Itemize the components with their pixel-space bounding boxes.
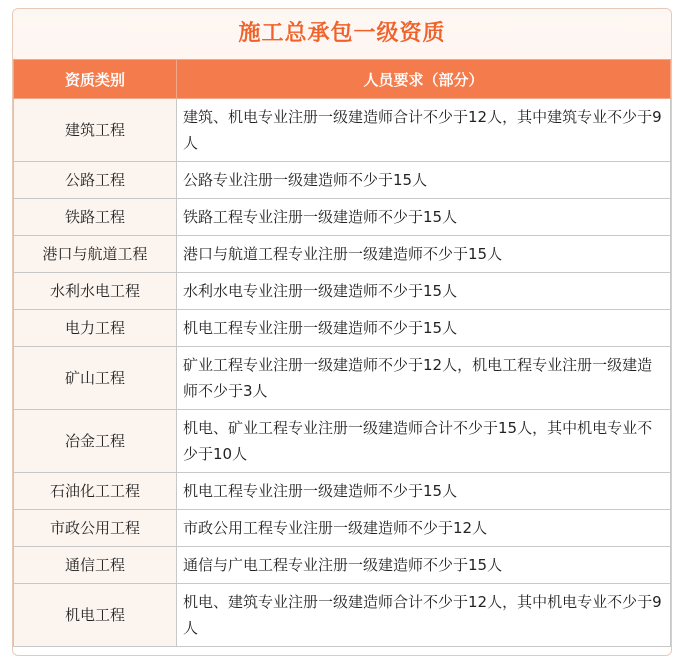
requirement-cell: 市政公用工程专业注册一级建造师不少于12人 — [177, 510, 671, 547]
requirement-cell: 水利水电专业注册一级建造师不少于15人 — [177, 273, 671, 310]
requirement-cell: 通信与广电工程专业注册一级建造师不少于15人 — [177, 547, 671, 584]
qualification-type-cell: 港口与航道工程 — [14, 236, 177, 273]
header-type: 资质类别 — [14, 60, 177, 99]
qualification-type-cell: 矿山工程 — [14, 347, 177, 410]
table-row — [14, 99, 671, 162]
qualification-table — [13, 59, 671, 647]
table-row — [14, 510, 671, 547]
requirement-cell: 机电工程专业注册一级建造师不少于15人 — [177, 310, 671, 347]
table-row — [14, 584, 671, 647]
qualification-type-cell: 公路工程 — [14, 162, 177, 199]
qualification-type-cell: 石油化工工程 — [14, 473, 177, 510]
qualification-type-cell: 机电工程 — [14, 584, 177, 647]
requirement-cell: 机电工程专业注册一级建造师不少于15人 — [177, 473, 671, 510]
table-row — [14, 236, 671, 273]
requirement-cell: 机电、建筑专业注册一级建造师合计不少于12人，其中机电专业不少于9人 — [177, 584, 671, 647]
table-header-row — [14, 60, 671, 99]
requirement-cell: 港口与航道工程专业注册一级建造师不少于15人 — [177, 236, 671, 273]
qualification-type-cell: 冶金工程 — [14, 410, 177, 473]
page-title: 施工总承包一级资质 — [13, 9, 671, 59]
qualification-type-cell: 铁路工程 — [14, 199, 177, 236]
qualification-type-cell: 电力工程 — [14, 310, 177, 347]
qualification-type-cell: 通信工程 — [14, 547, 177, 584]
table-row — [14, 547, 671, 584]
requirement-cell: 机电、矿业工程专业注册一级建造师合计不少于15人，其中机电专业不少于10人 — [177, 410, 671, 473]
table-row — [14, 310, 671, 347]
table-row — [14, 473, 671, 510]
qualification-type-cell: 建筑工程 — [14, 99, 177, 162]
requirement-cell: 矿业工程专业注册一级建造师不少于12人，机电工程专业注册一级建造师不少于3人 — [177, 347, 671, 410]
table-row — [14, 162, 671, 199]
table-row — [14, 199, 671, 236]
qualification-type-cell: 市政公用工程 — [14, 510, 177, 547]
qualification-type-cell: 水利水电工程 — [14, 273, 177, 310]
requirement-cell: 公路专业注册一级建造师不少于15人 — [177, 162, 671, 199]
table-row — [14, 410, 671, 473]
table-row — [14, 347, 671, 410]
requirement-cell: 建筑、机电专业注册一级建造师合计不少于12人，其中建筑专业不少于9人 — [177, 99, 671, 162]
requirement-cell: 铁路工程专业注册一级建造师不少于15人 — [177, 199, 671, 236]
table-row — [14, 273, 671, 310]
header-requirement: 人员要求（部分） — [177, 60, 671, 99]
qualification-card — [12, 8, 672, 656]
